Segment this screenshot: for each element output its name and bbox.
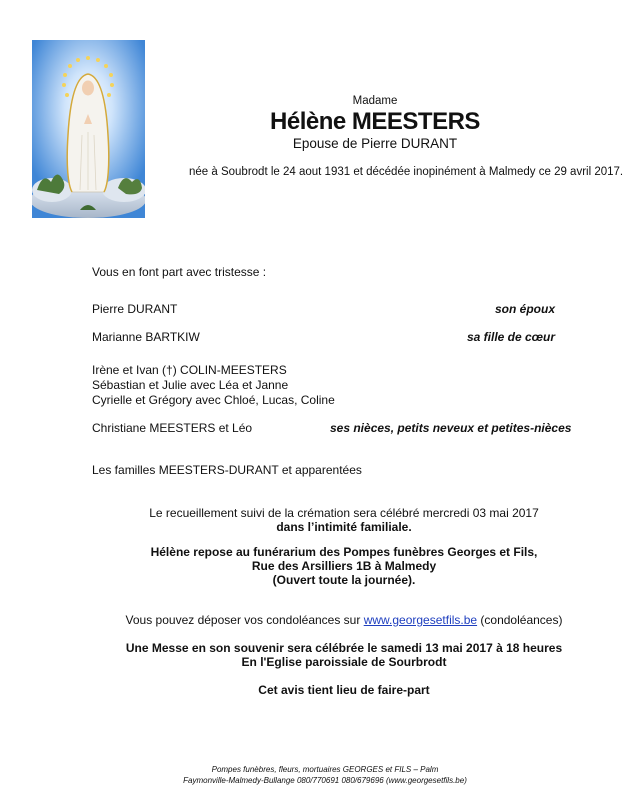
mourner-name: Marianne BARTKIW xyxy=(92,330,200,344)
family-line: Cyrielle et Grégory avec Chloé, Lucas, Coline xyxy=(92,393,335,407)
intro-text: Vous en font part avec tristesse : xyxy=(92,265,267,279)
condolences-line xyxy=(100,613,588,627)
condolences-suffix: (condoléances) xyxy=(477,613,563,627)
spouse-line: Epouse de Pierre DURANT xyxy=(292,136,458,151)
ceremony-line: Le recueillement suivi de la crémation sera célébré mercredi 03 mai 2017 xyxy=(149,506,539,520)
nieces-name: Christiane MEESTERS et Léo xyxy=(92,421,253,435)
mourner-name: Pierre DURANT xyxy=(92,302,178,316)
honorific: Madame xyxy=(352,95,398,107)
mass-line: Une Messe en son souvenir sera célébrée le samedi 13 mai 2017 à 18 heures xyxy=(125,641,563,655)
footer-line: Pompes funèbres, fleurs, mortuaires GEORGES et FILS – Palm xyxy=(211,765,439,774)
footer-contact: Faymonville-Malmedy-Bullange 080/770691 080/679696 (www.georgesetfils.be) xyxy=(183,776,467,785)
mourner-relation: sa fille de cœur xyxy=(466,330,555,344)
families-line: Les familles MEESTERS-DURANT et apparentées xyxy=(92,463,362,477)
deceased-name: Hélène MEESTERS xyxy=(270,108,480,135)
funeral-home-hours: (Ouvert toute la journée). xyxy=(272,573,416,587)
condolences-prefix: Vous pouvez déposer vos condoléances sur xyxy=(125,613,364,627)
notice-line: Cet avis tient lieu de faire-part xyxy=(258,683,430,697)
family-line: Irène et Ivan (†) COLIN-MEESTERS xyxy=(92,363,287,377)
mass-church: En l'Eglise paroissiale de Sourbrodt xyxy=(241,655,447,669)
ceremony-intimacy: dans l’intimité familiale. xyxy=(276,520,412,534)
birth-death-line: née à Soubrodt le 24 aout 1931 et décédée inopinément à Malmedy ce 29 avril 2017. xyxy=(189,166,624,178)
condolences-link[interactable]: www.georgesetfils.be xyxy=(363,613,478,627)
funeral-home-line: Hélène repose au funérarium des Pompes funèbres Georges et Fils, xyxy=(150,545,538,559)
nieces-relation: ses nièces, petits neveux et petites-nièces xyxy=(330,421,572,435)
family-line: Sébastian et Julie avec Léa et Janne xyxy=(92,378,289,392)
mourner-relation: son époux xyxy=(494,302,555,316)
virgin-mary-image xyxy=(32,40,145,218)
funeral-home-address: Rue des Arsilliers 1B à Malmedy xyxy=(251,559,437,573)
